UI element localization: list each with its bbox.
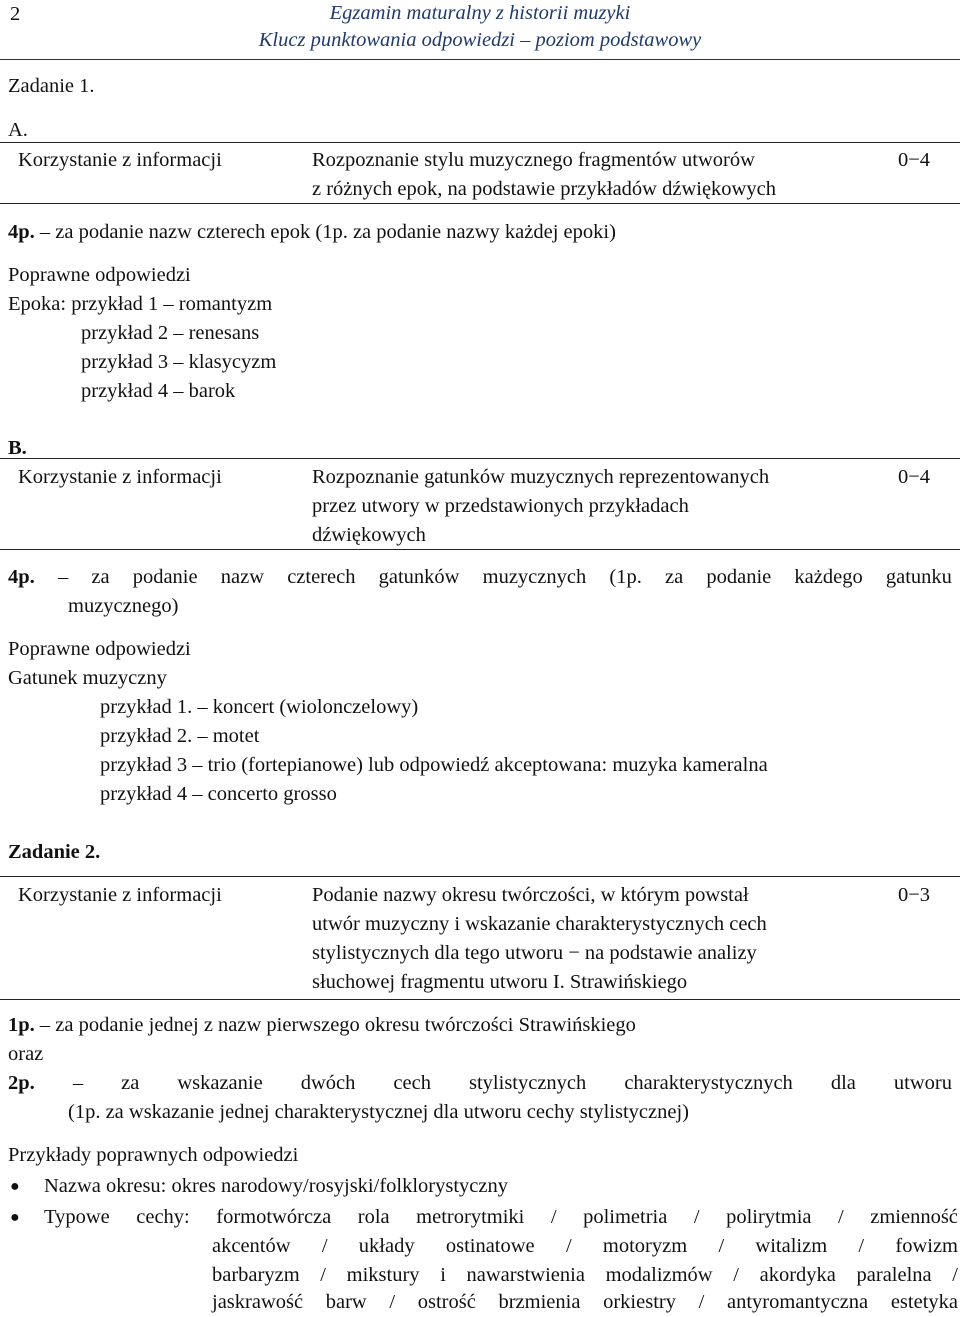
task2-req-line1: Podanie nazwy okresu twórczości, w którym powstał (312, 884, 749, 906)
task1b-skill: Korzystanie z informacji (18, 466, 222, 488)
task2-example-bullet2-line1 (44, 1203, 958, 1232)
word: polirytmia (726, 1206, 812, 1228)
task2-requirement (312, 881, 767, 997)
word: – (57, 566, 69, 588)
bullet-icon: ● (10, 1209, 20, 1226)
task2-scoring2-points: 2p. (8, 1072, 35, 1094)
word: za (121, 1072, 140, 1094)
task1b-answer-3: przykład 3 – trio (fortepianowe) lub odpowiedź akceptowana: muzyka kameralna (100, 754, 768, 776)
task1-part-a-label: A. (8, 119, 28, 141)
word: za (91, 566, 110, 588)
task1b-scoring-points: 4p. (8, 566, 35, 588)
task2-scoring2-line2: (1p. za wskazanie jednej charakterystycznej dla utworu cechy stylistycznej) (68, 1101, 689, 1123)
task2-scoring1 (8, 1011, 636, 1040)
task1b-answer-2: przykład 2. – motet (100, 725, 260, 747)
task1b-answers-sub: Gatunek muzyczny (8, 667, 167, 689)
word: / (838, 1206, 844, 1228)
word: / (698, 1291, 705, 1313)
word: antyromantyczna (727, 1291, 869, 1313)
header-rule (0, 59, 960, 60)
word: metrorytmiki (416, 1206, 525, 1228)
word: rola (357, 1206, 390, 1228)
word: / (718, 1235, 725, 1257)
word: paralelna (856, 1264, 932, 1286)
word: cechy: (136, 1206, 190, 1228)
task1a-answer-4: przykład 4 – barok (81, 380, 236, 402)
task1a-scoring-text: – za podanie nazw czterech epok (1p. za podanie nazwy każdej epoki) (34, 221, 616, 243)
page-header-title (254, 0, 706, 54)
word: charakterystycznych (624, 1072, 793, 1094)
task1b-requirement (312, 463, 769, 550)
task1a-requirement (312, 146, 776, 204)
word: mikstury (346, 1264, 420, 1286)
word: barbaryzm (212, 1264, 300, 1286)
word: / (550, 1206, 557, 1228)
task2-example-bullet1: Nazwa okresu: okres narodowy/rosyjski/folklorystyczny (44, 1175, 508, 1197)
task1a-answer-3: przykład 3 – klasycyzm (81, 351, 277, 373)
word: orkiestry (603, 1291, 676, 1313)
word: polimetria (583, 1206, 668, 1228)
task2-scoring2-line1 (8, 1069, 952, 1098)
word: stylistycznych (469, 1072, 587, 1094)
word: akordyka (759, 1264, 836, 1286)
task1-part-b-label: B. (8, 437, 27, 459)
word: / (952, 1264, 958, 1286)
word: Typowe (44, 1206, 110, 1228)
word: estetyka (890, 1291, 958, 1313)
task1a-scoring (8, 218, 616, 247)
word: barw (325, 1291, 367, 1313)
word: nawarstwienia (466, 1264, 585, 1286)
task2-heading: Zadanie 2. (8, 841, 101, 863)
task2-scoring1-text: – za podanie jednej z nazw pierwszego okresu twórczości Strawińskiego (34, 1014, 636, 1036)
task1a-skill: Korzystanie z informacji (18, 149, 222, 171)
task1b-table (0, 458, 960, 550)
word: / (321, 1235, 328, 1257)
word: / (858, 1235, 865, 1257)
word: – (72, 1072, 84, 1094)
task1b-answer-4: przykład 4 – concerto grosso (100, 783, 337, 805)
word: każdego (794, 566, 863, 588)
word: czterech (287, 566, 356, 588)
task1a-points: 0−4 (898, 149, 931, 171)
word: / (389, 1291, 396, 1313)
word: cech (393, 1072, 431, 1094)
word: za (665, 566, 684, 588)
task1b-scoring-line2: muzycznego) (68, 595, 179, 617)
task2-req-line2: utwór muzyczny i wskazanie charakterystycznych cech (312, 913, 767, 935)
word: dwóch (300, 1072, 356, 1094)
task1a-scoring-points: 4p. (8, 221, 35, 243)
task1-heading: Zadanie 1. (8, 75, 95, 97)
word: / (320, 1264, 326, 1286)
task2-req-line4: słuchowej fragmentu utworu I. Strawińskiego (312, 971, 688, 993)
task2-scoring1-points: 1p. (8, 1014, 35, 1036)
word: / (693, 1206, 700, 1228)
header-title-line1: Egzamin maturalny z historii muzyki (329, 2, 631, 24)
task1a-table (0, 142, 960, 204)
word: (1p. (609, 566, 642, 588)
task2-examples-title: Przykłady poprawnych odpowiedzi (8, 1144, 299, 1166)
word: akcentów (212, 1235, 291, 1257)
task1b-answer-1: przykład 1. – koncert (wiolonczelowy) (100, 696, 419, 718)
task1a-answer-2: przykład 2 – renesans (81, 322, 260, 344)
word: / (565, 1235, 572, 1257)
task1a-answers-title: Poprawne odpowiedzi (8, 264, 191, 286)
word: dla (830, 1072, 856, 1094)
word: modalizmów (605, 1264, 713, 1286)
word: gatunków (378, 566, 460, 588)
page-number: 2 (10, 3, 21, 25)
task1a-req-line2: z różnych epok, na podstawie przykładów dźwiękowych (312, 178, 776, 200)
word: gatunku (885, 566, 952, 588)
task2-example-bullet2-line4 (212, 1288, 958, 1317)
task2-example-bullet2-line2 (212, 1232, 958, 1261)
word: układy (358, 1235, 415, 1257)
word: / (733, 1264, 739, 1286)
word: jaskrawość (212, 1291, 304, 1313)
task1b-req-line3: dźwiękowych (312, 524, 426, 546)
word: brzmienia (498, 1291, 581, 1313)
word: witalizm (755, 1235, 828, 1257)
word: formotwórcza (216, 1206, 332, 1228)
task1b-points: 0−4 (898, 466, 931, 488)
task2-oraz: oraz (8, 1043, 44, 1065)
word: wskazanie (177, 1072, 263, 1094)
task1b-req-line1: Rozpoznanie gatunków muzycznych reprezentowanych (312, 466, 770, 488)
task2-points: 0−3 (898, 884, 931, 906)
task1b-answers-title: Poprawne odpowiedzi (8, 638, 191, 660)
word: motoryzm (602, 1235, 688, 1257)
word: ostinatowe (445, 1235, 535, 1257)
bullet-icon: ● (10, 1178, 20, 1195)
word: utworu (893, 1072, 952, 1094)
task2-skill: Korzystanie z informacji (18, 884, 222, 906)
task1b-scoring-line1 (8, 563, 952, 592)
word: fowizm (895, 1235, 958, 1257)
task1a-answer-1: Epoka: przykład 1 – romantyzm (8, 293, 273, 315)
task1b-req-line2: przez utwory w przedstawionych przykładach (312, 495, 689, 517)
task2-table (0, 876, 960, 1000)
word: zmienność (870, 1206, 958, 1228)
task2-req-line3: stylistycznych dla tego utworu − na podstawie analizy (312, 942, 757, 964)
header-title-line2: Klucz punktowania odpowiedzi – poziom podstawowy (258, 29, 702, 51)
word: nazw (220, 566, 265, 588)
task1a-req-line1: Rozpoznanie stylu muzycznego fragmentów utworów (312, 149, 755, 171)
word: podanie (706, 566, 772, 588)
task2-example-bullet2-line3 (212, 1261, 958, 1290)
word: muzycznych (482, 566, 587, 588)
word: i (440, 1264, 446, 1286)
word: ostrość (417, 1291, 476, 1313)
word: podanie (132, 566, 198, 588)
